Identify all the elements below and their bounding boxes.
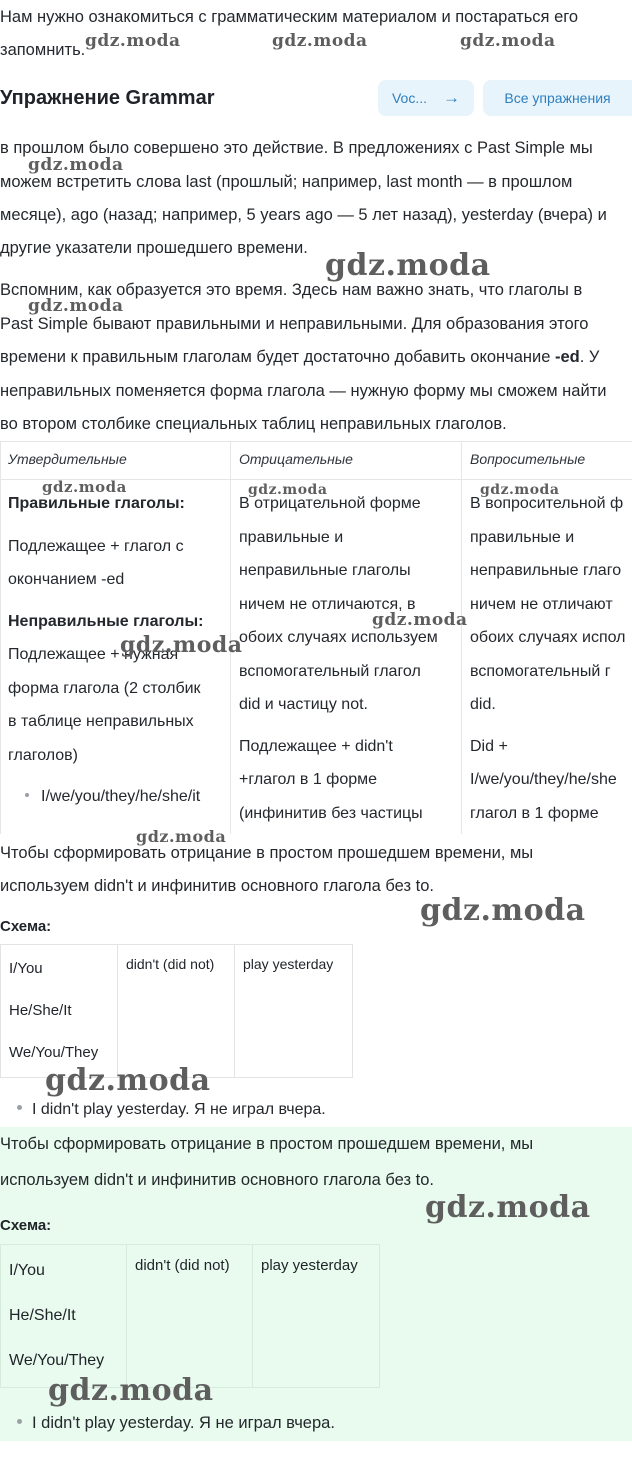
block-1-line-2: используем didn't и инфинитив основного глагола без to.	[0, 877, 434, 895]
block-2-example-text: I didn't play yesterday. Я не играл вчера.	[32, 1414, 335, 1432]
negative-line-6: вспомогательный глагол	[239, 662, 421, 680]
regular-verbs-title: Правильные глаголы:	[8, 495, 185, 512]
watermark: gdz.moda	[248, 482, 328, 498]
block-2-subject-3: We/You/They	[9, 1352, 105, 1369]
paragraph-1-line-3: месяце), ago (назад; например, 5 years ago — 5 лет назад), yesterday (вчера) и	[0, 206, 607, 224]
watermark: gdz.moda	[325, 248, 491, 283]
paragraph-2-line-5: во втором столбике специальных таблиц неправильных глаголов.	[0, 415, 507, 433]
question-line-7: did.	[470, 696, 496, 713]
regular-verbs-line-2: окончанием -ed	[8, 571, 125, 588]
block-2-line-1: Чтобы сформировать отрицание в простом прошедшем времени, мы	[0, 1135, 534, 1153]
bullet-dot-icon	[17, 1105, 22, 1110]
watermark: gdz.moda	[136, 827, 227, 846]
pronouns-bullet	[8, 780, 203, 814]
paragraph-1-line-2: можем встретить слова last (прошлый; например, last month — в прошлом	[0, 173, 573, 191]
table-divider-2	[461, 441, 462, 834]
intro-line-2: запомнить.	[0, 41, 86, 59]
irregular-verbs-line-4: глаголов)	[8, 746, 78, 764]
negative-line-8: Подлежащее + didn't	[239, 737, 393, 755]
pronouns-text: I/we/you/they/he/she/it	[41, 788, 201, 805]
block-1-verb: play yesterday	[243, 956, 334, 972]
negative-line-10: (инфинитив без частицы	[239, 804, 423, 822]
paragraph-2-line-3-text: времени к правильным глаголам будет достаточно добавить окончание	[0, 348, 551, 366]
ending-ed: -ed	[555, 348, 580, 366]
back-button-label: Voc...	[391, 90, 428, 106]
irregular-verbs-line-2: форма глагола (2 столбик	[8, 679, 201, 697]
block-2-schema-table	[0, 1244, 380, 1388]
block-1-aux-cell	[118, 945, 235, 1077]
paragraph-2-line-1: Вспомним, как образуется это время. Здесь нам важно знать, что глаголы в	[0, 281, 583, 299]
block-2-verb-cell	[253, 1245, 379, 1387]
watermark: gdz.moda	[420, 893, 586, 928]
watermark: gdz.moda	[425, 1190, 591, 1225]
watermark: gdz.moda	[120, 632, 243, 658]
all-exercises-label: Все упражнения	[504, 90, 611, 106]
paragraph-1-line-1: в прошлом было совершено это действие. В предложениях с Past Simple мы	[0, 139, 593, 157]
arrow-right-icon: →	[443, 88, 461, 107]
table-header-affirmative: Утвердительные	[8, 451, 127, 467]
block-1-subjects-cell	[1, 945, 118, 1077]
page-title: Упражнение Grammar	[0, 87, 215, 109]
irregular-verbs-line-3: в таблице неправильных	[8, 713, 194, 730]
watermark: gdz.moda	[460, 31, 556, 51]
block-2-example	[17, 1414, 335, 1433]
paragraph-2-line-3-tail: . У	[579, 348, 600, 366]
table-header-question: Вопросительные	[470, 451, 586, 467]
block-2-verb: play yesterday	[261, 1257, 358, 1274]
block-1-aux: didn't (did not)	[126, 956, 215, 972]
block-2-aux: didn't (did not)	[135, 1257, 230, 1274]
watermark: gdz.moda	[480, 482, 560, 498]
watermark: gdz.moda	[272, 31, 368, 51]
question-line-10: глагол в 1 форме	[470, 804, 599, 822]
paragraph-2-line-4: неправильных поменяется форма глагола — нужную форму мы сможем найти	[0, 382, 607, 400]
irregular-verbs-line-1: Подлежащее + нужная	[8, 646, 179, 663]
watermark: gdz.moda	[42, 478, 127, 496]
negative-cell	[239, 487, 438, 830]
question-line-8: Did +	[470, 737, 508, 755]
block-2-aux-cell	[127, 1245, 253, 1387]
grammar-table	[0, 441, 632, 834]
negative-line-2: правильные и	[239, 528, 344, 546]
regular-verbs-line-1: Подлежащее + глагол с	[8, 537, 184, 555]
watermark: gdz.moda	[45, 1063, 211, 1098]
question-line-4: ничем не отличают	[470, 595, 613, 613]
question-line-9: I/we/you/they/he/she	[470, 771, 617, 788]
block-1-example-text: I didn't play yesterday. Я не играл вчера.	[32, 1101, 326, 1118]
all-exercises-button[interactable]	[483, 80, 632, 116]
watermark: gdz.moda	[48, 1373, 214, 1408]
watermark: gdz.moda	[28, 296, 124, 316]
block-1-line-1: Чтобы сформировать отрицание в простом прошедшем времени, мы	[0, 844, 534, 862]
watermark: gdz.moda	[85, 31, 181, 51]
negative-line-4: ничем не отличаются, в	[239, 595, 416, 613]
question-line-2: правильные и	[470, 528, 575, 546]
watermark: gdz.moda	[372, 610, 468, 630]
block-2-schema-label: Схема:	[0, 1217, 52, 1234]
irregular-verbs-title: Неправильные глаголы:	[8, 612, 204, 630]
paragraph-2-line-3	[0, 341, 599, 374]
question-line-1: В вопросительной ф	[470, 495, 624, 512]
negative-line-5: обоих случаях используем	[239, 629, 438, 646]
question-line-3: неправильные глаго	[470, 562, 622, 579]
back-button[interactable]	[378, 80, 474, 116]
question-cell	[470, 487, 626, 830]
negative-line-9: +глагол в 1 форме	[239, 771, 378, 788]
intro-line-1: Нам нужно ознакомиться с грамматическим материалом и постараться его	[0, 8, 579, 26]
paragraph-2-line-2: Past Simple бывают правильными и неправильными. Для образования этого	[0, 315, 589, 333]
block-1-schema-label: Схема:	[0, 918, 52, 935]
block-2-subject-1: I/You	[9, 1262, 45, 1279]
bullet-dot-icon	[25, 793, 29, 797]
block-1-subject-3: We/You/They	[9, 1044, 99, 1061]
negative-line-1: В отрицательной форме	[239, 495, 421, 512]
block-1-schema-table	[0, 944, 353, 1078]
block-2-line-2: используем didn't и инфинитив основного глагола без to.	[0, 1171, 434, 1189]
table-header-negative: Отрицательные	[239, 451, 353, 467]
block-1-subject-2: He/She/It	[9, 1002, 72, 1019]
negative-line-7: did и частицу not.	[239, 696, 368, 713]
table-border-left	[0, 441, 1, 834]
block-2-subjects-cell	[1, 1245, 127, 1387]
question-line-6: вспомогательный г	[470, 662, 611, 680]
paragraph-1-line-4: другие указатели прошедшего времени.	[0, 239, 308, 257]
question-line-5: обоих случаях испол	[470, 629, 626, 646]
block-1-verb-cell	[235, 945, 352, 1077]
table-top-border	[0, 441, 632, 442]
bullet-dot-icon	[17, 1419, 22, 1424]
block-1-subject-1: I/You	[9, 960, 43, 977]
watermark: gdz.moda	[28, 155, 124, 175]
block-2-subject-2: He/She/It	[9, 1307, 76, 1324]
negative-line-3: неправильные глаголы	[239, 562, 411, 579]
block-1-example	[17, 1101, 326, 1119]
